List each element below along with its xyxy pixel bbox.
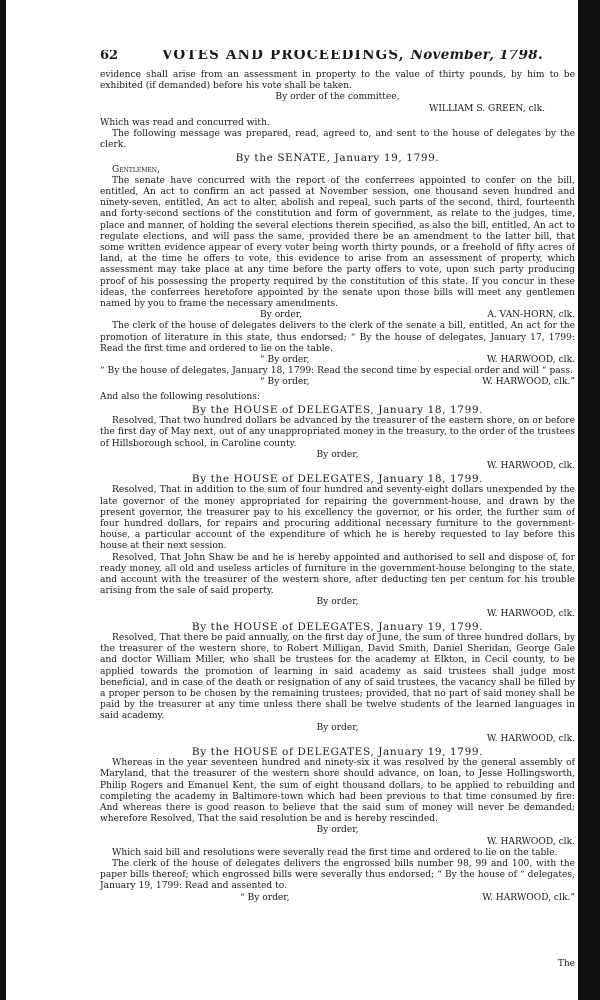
resolution: Resolved, That two hundred dollars be advanced by the treasurer of the eastern shore, on or before the first day of May next, out of any unappropriated money in the treasury, to the order of the trustees of Hillsborough school, in Caroline county. (100, 416, 575, 449)
by-order-line: “ By order, (240, 892, 290, 903)
signature: W. HARWOOD, clk. (486, 460, 575, 471)
paragraph: The clerk of the house of delegates delivers to the clerk of the senate a bill, entitled, An act for the promotion of literature in this state, thus endorsed; “ By the house of delegates, January 17, 1799: Read the first time and ordered to lie on the table. (100, 321, 575, 354)
by-order-line: “ By order, (260, 355, 310, 366)
running-title-date: November, 1798. (410, 50, 544, 63)
signature-line (100, 893, 575, 904)
by-order-line: By order, (316, 597, 359, 608)
signature: W. HARWOOD, clk.” (482, 377, 575, 388)
paragraph: The following message was prepared, read, agreed to, and sent to the house of delegates by the clerk. (100, 129, 575, 151)
signature: W. HARWOOD, clk. (486, 608, 575, 619)
resolution: Resolved, That there be paid annually, on the first day of June, the sum of three hundred dollars, by the treasurer of the western shore, to Robert Milligan, David Smith, Daniel Sheridan, George Gale and doctor William Miller, who shall be trustees for the academy at Elkton, in Cecil county, to be applied towards the promotion of learning in said academy as said trustees shall judge most beneficial, and in case of the death or resignation of any of said trustees, the vacancy shall be filled by a proper person to be chosen by the remaining trustees; provided, that no part of said money shall be paid by the treasurer at any time unless there shall be twelve students of the learned languages in said academy. (100, 632, 575, 722)
paragraph: And also the following resolutions: (100, 391, 260, 402)
scan-border-left (0, 0, 6, 1000)
paragraph: The senate have concurred with the report of the conferrees appointed to confer on the bill, entitled, An act to confirm an act passed at November session, one thousand seven hundred and ninety-seven, entitled, An act to alter, abolish and repeal, such parts of the second, third, fourteenth and forty-second sections of the constitution and form of government, as relate to the judges, time, place and manner, of holding the several elections therein specified, as also the bill, entitled, An act to regulate elections, and will pass the same, provided there be an amendment to the latter bill, that some written evidence appear of every voter being worth thirty pounds, or a freehold of fifty acres of land, at the time he offers to vote, this evidence to arise from an assessment of property, which assessment may take place at any time before the party offers to vote, upon such party producing proof of his possessing the property required by the constitution of this state. If you concur in these ideas, the conferrees heretofore appointed by the senate upon those bills will meet any gentlemen named by you to frame the necessary amendments. (100, 175, 575, 310)
salutation: Gentlemen, (112, 164, 160, 175)
page-number: 62 (100, 50, 119, 63)
running-title-text: VOTES AND PROCEEDINGS, (161, 50, 405, 63)
section-heading: By the HOUSE of DELEGATES, January 18, 1799. (191, 473, 484, 486)
signature-line (100, 355, 575, 366)
page-header (100, 50, 575, 70)
signature: W. HARWOOD, clk.” (482, 892, 575, 903)
by-order-line: By order, (316, 722, 359, 733)
by-order-line: By order, (316, 449, 359, 460)
signature: A. VAN-HORN, clk. (487, 310, 575, 321)
paragraph: “ By the house of delegates, January 18, 1799: Read the second time by especial order and will “ pass. (100, 366, 573, 377)
by-order-line: “ By order, (260, 377, 310, 388)
document-page (100, 50, 575, 970)
section-heading: By the HOUSE of DELEGATES, January 19, 1799. (191, 745, 484, 758)
section-heading: By the SENATE, January 19, 1799. (235, 152, 440, 165)
paragraph: evidence shall arise from an assessment in property to the value of thirty pounds, by him to be exhibited (if demanded) before his vote shall be taken. (100, 70, 575, 92)
by-order-line: By order, (316, 825, 359, 836)
paragraph: Which was read and concurred with. (100, 117, 270, 128)
catchword: The (557, 958, 575, 969)
signature: WILLIAM S. GREEN, clk. (428, 103, 545, 114)
signature: W. HARWOOD, clk. (486, 355, 575, 366)
scan-border-right (578, 0, 600, 1000)
signature-line (100, 310, 575, 321)
resolution: Resolved, That John Shaw be and he is hereby appointed and authorised to sell and dispose of, for ready money, all old and useless articles of furniture in the government-house belonging to the state, and account with the treasurer of the western shore, after deducting ten per centum for his trouble arising from the sale of said property. (100, 552, 575, 597)
section-heading: By the HOUSE of DELEGATES, January 19, 1799. (191, 620, 484, 633)
paragraph: Which said bill and resolutions were severally read the first time and ordered to lie on the table. (112, 847, 558, 858)
signature: W. HARWOOD, clk. (486, 733, 575, 744)
resolution: Resolved, That in addition to the sum of four hundred and seventy-eight dollars unexpended by the late governor of the money appropriated for repairing the government-house, and drawn by the present governor, the treasurer pay to his excellency the governor, or his order, the further sum of four hundred dollars, for repairs and procuring additional necessary furniture to the government-house, a particular account of the expenditure of which he is hereby requested to lay before this house at their next session. (100, 485, 575, 552)
signature: W. HARWOOD, clk. (486, 836, 575, 847)
section-heading: By the HOUSE of DELEGATES, January 18, 1799. (191, 403, 484, 416)
by-order-line: By order, (260, 310, 302, 321)
by-order-line: By order of the committee, (275, 92, 400, 103)
resolution: Whereas in the year seventeen hundred and ninety-six it was resolved by the general assembly of Maryland, that the treasurer of the western shore should advance, on loan, to Jesse Hollingsworth, Philip Rogers and Emanuel Kent, the sum of eight thousand dollars, to be applied to rebuilding and completing the academy in Baltimore-town which had been previous to that time consumed by fire: And whereas there is good reason to believe that the said sum of money will never be demanded; wherefore Resolved, That the said resolution be and is hereby rescinded. (100, 758, 575, 825)
signature-line (100, 377, 575, 388)
paragraph: The clerk of the house of delegates delivers the engrossed bills number 98, 99 and 100, with the paper bills thereof; which engrossed bills were severally thus endorsed; “ By the house of “ delegates, January 19, 1799: Read and assented to. (100, 859, 575, 892)
running-title (130, 50, 575, 61)
